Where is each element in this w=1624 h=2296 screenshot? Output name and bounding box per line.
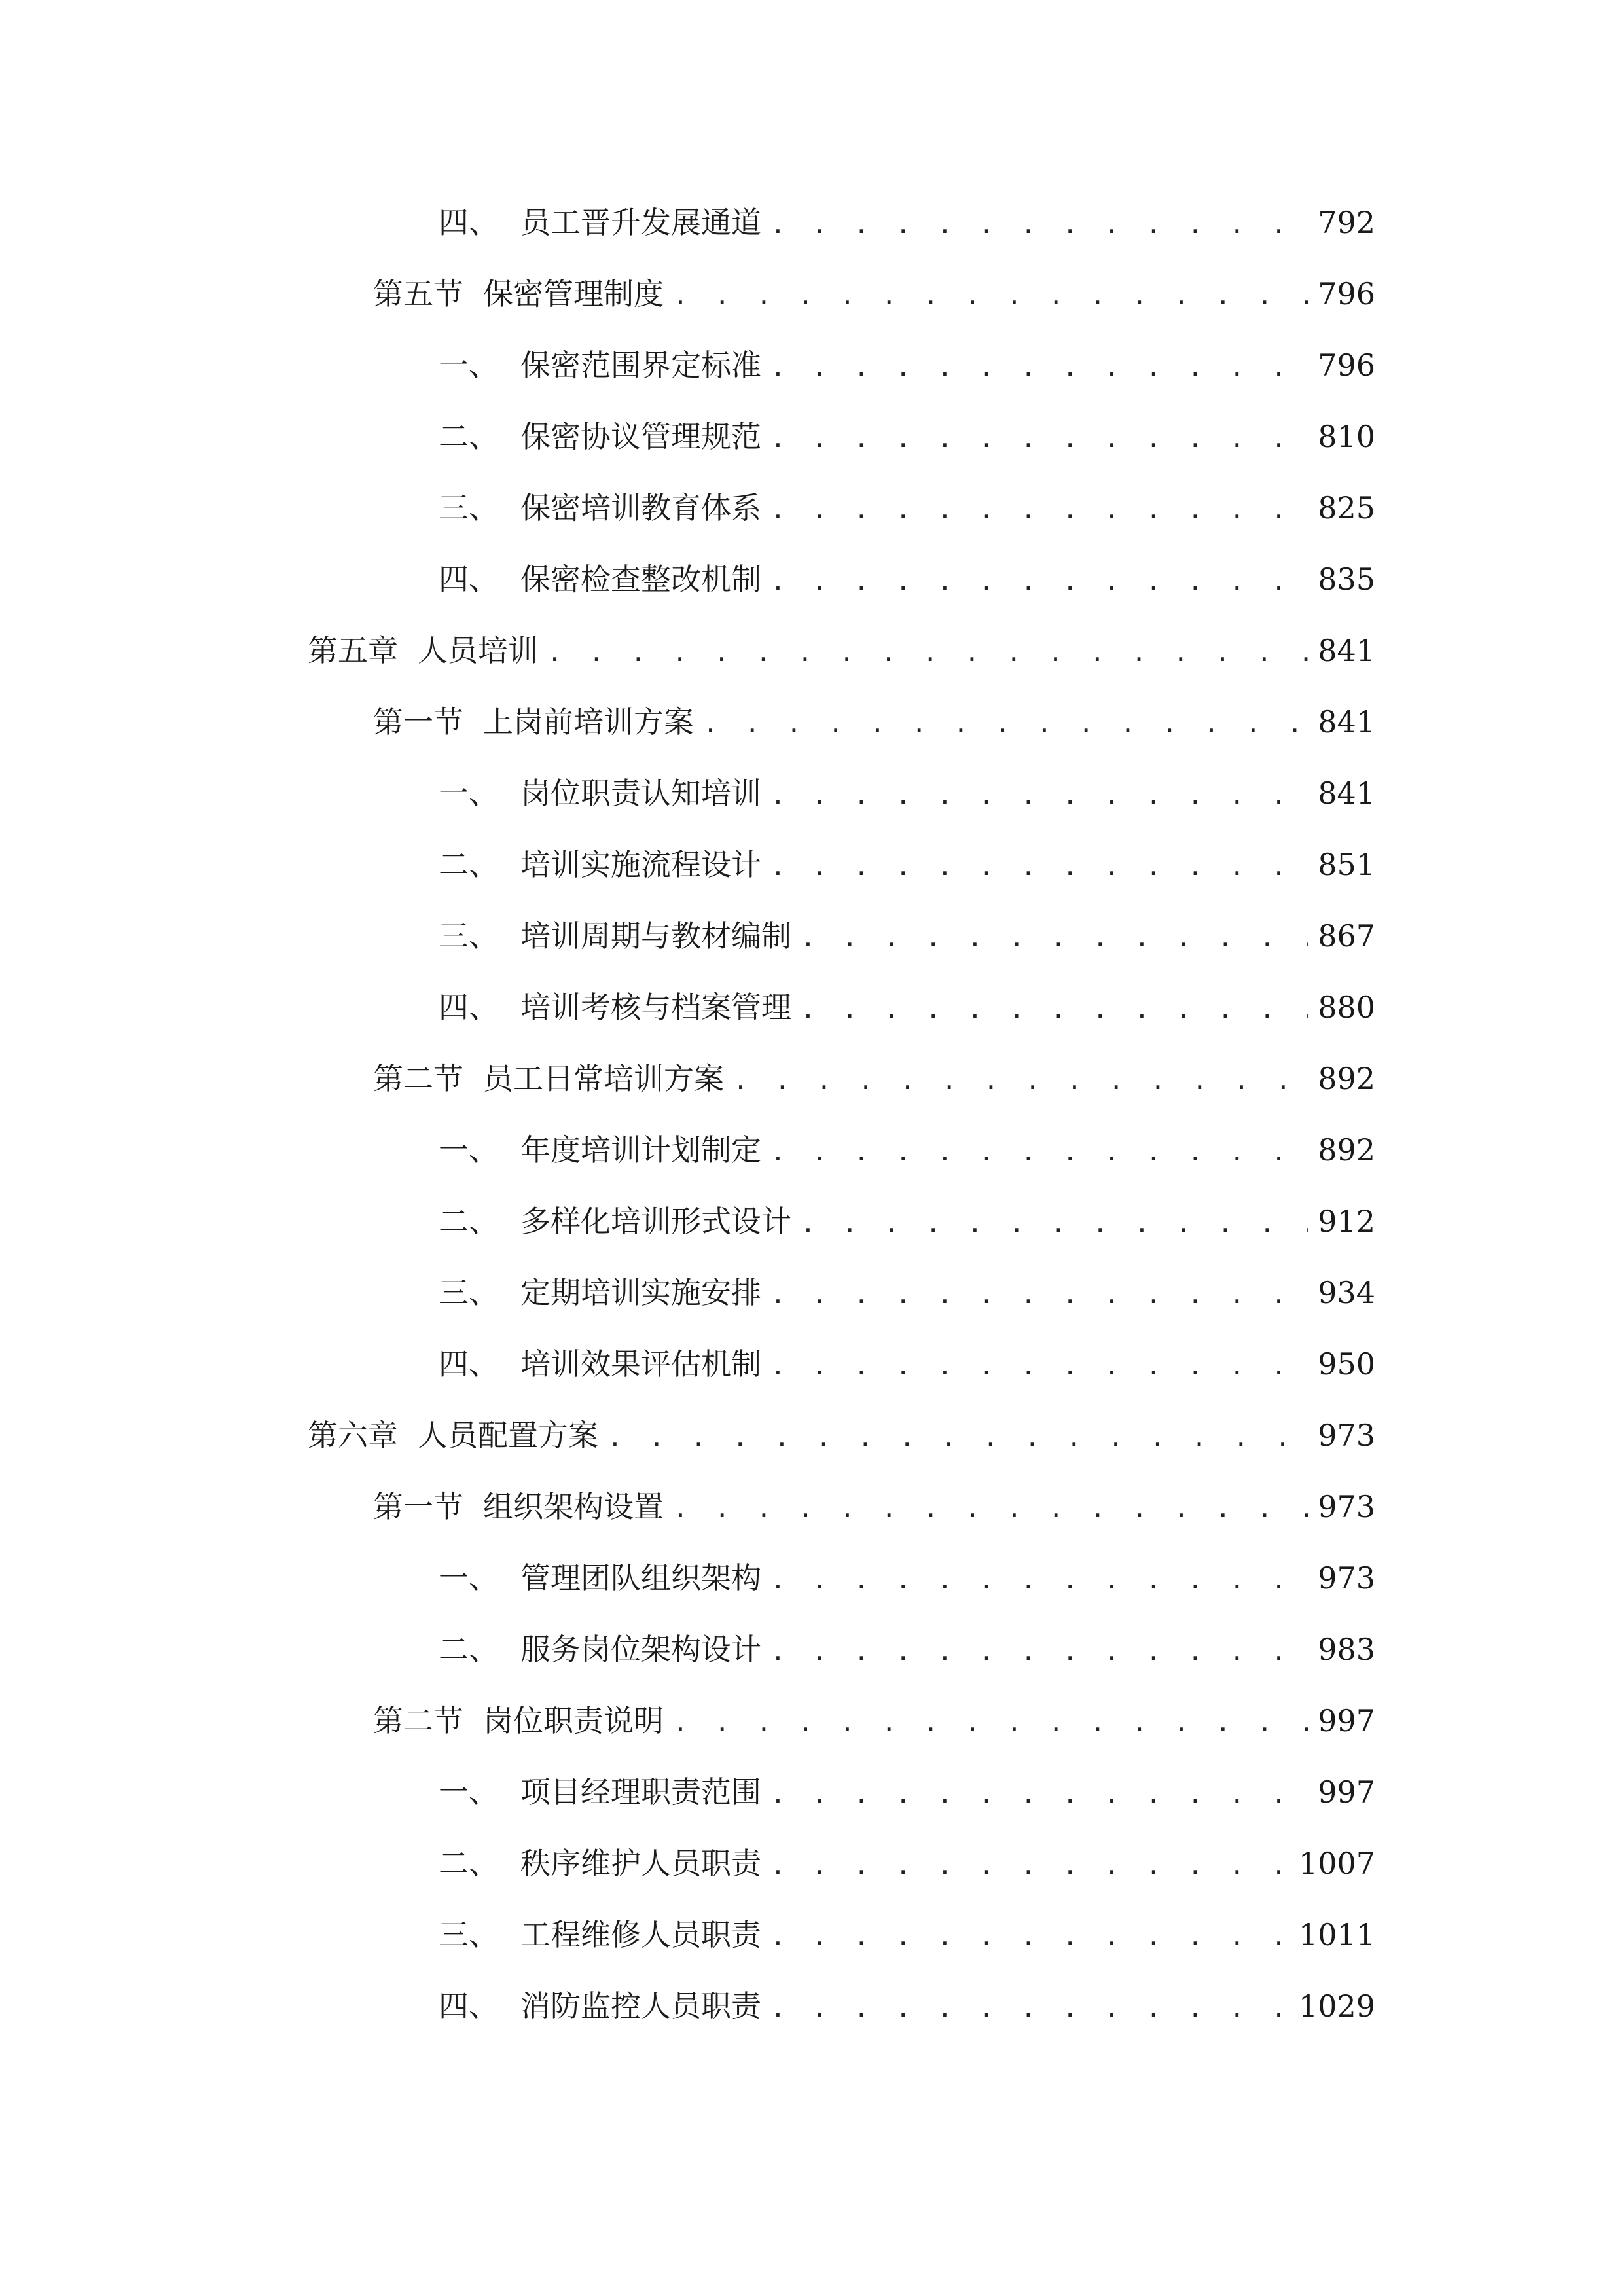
toc-entry-page: 880	[1318, 990, 1375, 1025]
toc-entry-number: 四、	[439, 1346, 499, 1382]
dot-leader	[770, 1268, 1308, 1321]
toc-entry-number: 一、	[439, 1132, 499, 1168]
toc-entry-number: 四、	[439, 205, 499, 240]
toc-entry[interactable]	[439, 1766, 1375, 1818]
toc-entry[interactable]	[439, 1623, 1375, 1676]
toc-entry-page: 892	[1318, 1132, 1375, 1168]
dot-leader	[770, 769, 1308, 821]
toc-entry-title: 培训效果评估机制	[520, 1346, 761, 1382]
toc-entry-title: 员工日常培训方案	[483, 1061, 724, 1096]
toc-entry-title: 保密检查整改机制	[520, 562, 761, 597]
toc-entry-title: 服务岗位架构设计	[520, 1632, 761, 1667]
toc-entry-title: 岗位职责认知培训	[520, 776, 761, 811]
toc-entry[interactable]	[439, 553, 1375, 605]
toc-entry[interactable]	[439, 1909, 1375, 1961]
toc-entry[interactable]	[439, 410, 1375, 463]
toc-entry-number: 第二节	[373, 1061, 463, 1096]
toc-entry-title: 保密培训教育体系	[520, 490, 761, 526]
dot-leader	[770, 1768, 1308, 1820]
toc-entry[interactable]	[373, 1695, 1375, 1747]
toc-entry[interactable]	[439, 767, 1375, 819]
toc-entry[interactable]	[439, 1837, 1375, 1890]
toc-entry-page: 1007	[1298, 1846, 1375, 1881]
dot-leader	[770, 555, 1308, 607]
toc-entry-title: 人员配置方案	[418, 1418, 598, 1453]
dot-leader	[770, 1982, 1290, 2034]
toc-entry-title: 上岗前培训方案	[483, 704, 694, 740]
toc-entry-page: 973	[1318, 1560, 1375, 1596]
toc-entry-page: 867	[1318, 918, 1375, 954]
dot-leader	[801, 912, 1308, 964]
toc-entry-number: 二、	[439, 1204, 499, 1239]
toc-entry-page: 835	[1318, 562, 1375, 597]
toc-entry-title: 岗位职责说明	[483, 1703, 664, 1738]
toc-entry-number: 三、	[439, 1275, 499, 1310]
toc-entry-page: 1029	[1298, 1988, 1375, 2024]
toc-entry-title: 年度培训计划制定	[520, 1132, 761, 1168]
toc-entry-page: 934	[1318, 1275, 1375, 1310]
toc-entry-title: 管理团队组织架构	[520, 1560, 761, 1596]
toc-entry-number: 二、	[439, 1632, 499, 1667]
toc-entry-number: 一、	[439, 776, 499, 811]
toc-entry-title: 人员培训	[418, 633, 538, 668]
toc-entry-page: 841	[1318, 704, 1375, 740]
toc-entry-title: 保密协议管理规范	[520, 419, 761, 454]
toc-entry[interactable]	[373, 1052, 1375, 1105]
toc-entry[interactable]	[373, 696, 1375, 748]
toc-entry-number: 二、	[439, 847, 499, 882]
toc-entry-title: 多样化培训形式设计	[520, 1204, 791, 1239]
toc-entry[interactable]	[373, 1480, 1375, 1533]
toc-entry[interactable]	[308, 1409, 1375, 1462]
toc-entry-number: 四、	[439, 990, 499, 1025]
dot-leader	[770, 484, 1308, 536]
toc-entry-page: 1011	[1298, 1917, 1375, 1952]
dot-leader	[770, 1126, 1308, 1178]
toc-entry-page: 997	[1318, 1703, 1375, 1738]
toc-entry-number: 三、	[439, 1917, 499, 1952]
toc-entry-title: 消防监控人员职责	[520, 1988, 761, 2024]
toc-entry[interactable]	[439, 1266, 1375, 1319]
toc-entry[interactable]	[439, 838, 1375, 891]
dot-leader	[770, 1910, 1290, 1963]
toc-entry[interactable]	[439, 1195, 1375, 1247]
toc-entry-page: 912	[1318, 1204, 1375, 1239]
toc-entry-number: 三、	[439, 490, 499, 526]
dot-leader	[770, 1340, 1308, 1392]
toc-entry-page: 825	[1318, 490, 1375, 526]
toc-entry-page: 810	[1318, 419, 1375, 454]
toc-entry[interactable]	[373, 268, 1375, 320]
toc-entry-number: 一、	[439, 348, 499, 383]
toc-entry-page: 841	[1318, 776, 1375, 811]
dot-leader	[607, 1411, 1308, 1463]
toc-entry-number: 二、	[439, 419, 499, 454]
toc-entry[interactable]	[439, 482, 1375, 534]
toc-entry[interactable]	[308, 624, 1375, 677]
toc-entry-page: 796	[1318, 348, 1375, 383]
toc-entry-page: 851	[1318, 847, 1375, 882]
dot-leader	[703, 698, 1308, 750]
dot-leader	[673, 1696, 1308, 1749]
dot-leader	[673, 1482, 1308, 1535]
dot-leader	[801, 983, 1308, 1035]
dot-leader	[770, 341, 1308, 393]
toc-entry-page: 973	[1318, 1489, 1375, 1524]
dot-leader	[770, 840, 1308, 893]
toc-entry-number: 三、	[439, 918, 499, 954]
toc-entry-page: 950	[1318, 1346, 1375, 1382]
toc-entry[interactable]	[439, 1980, 1375, 2032]
dot-leader	[733, 1054, 1308, 1107]
toc-entry[interactable]	[439, 196, 1375, 249]
toc-entry-number: 四、	[439, 1988, 499, 2024]
toc-entry-page: 841	[1318, 633, 1375, 668]
toc-entry-number: 第五章	[308, 633, 398, 668]
toc-entry-title: 保密管理制度	[483, 276, 664, 312]
toc-entry-page: 796	[1318, 276, 1375, 312]
toc-entry[interactable]	[439, 910, 1375, 962]
toc-entry-title: 培训考核与档案管理	[520, 990, 791, 1025]
dot-leader	[770, 1839, 1290, 1892]
dot-leader	[770, 1625, 1308, 1677]
toc-entry-title: 秩序维护人员职责	[520, 1846, 761, 1881]
toc-entry-number: 第一节	[373, 1489, 463, 1524]
toc-entry-number: 第二节	[373, 1703, 463, 1738]
toc-entry-title: 培训实施流程设计	[520, 847, 761, 882]
toc-entry[interactable]	[439, 981, 1375, 1033]
toc-entry-number: 二、	[439, 1846, 499, 1881]
toc-entry-number: 第五节	[373, 276, 463, 312]
toc-entry-title: 工程维修人员职责	[520, 1917, 761, 1952]
toc-entry-title: 员工晋升发展通道	[520, 205, 761, 240]
toc-entry[interactable]	[439, 1124, 1375, 1176]
dot-leader	[770, 198, 1308, 251]
toc-entry-title: 培训周期与教材编制	[520, 918, 791, 954]
toc-entry-page: 892	[1318, 1061, 1375, 1096]
toc-entry-number: 四、	[439, 562, 499, 597]
toc-entry-title: 保密范围界定标准	[520, 348, 761, 383]
toc-entry-number: 第六章	[308, 1418, 398, 1453]
toc-entry-number: 一、	[439, 1774, 499, 1810]
toc-entry-title: 组织架构设置	[483, 1489, 664, 1524]
toc-entry[interactable]	[439, 339, 1375, 391]
toc-entry-page: 983	[1318, 1632, 1375, 1667]
toc-entry-title: 定期培训实施安排	[520, 1275, 761, 1310]
toc-entry-number: 一、	[439, 1560, 499, 1596]
toc-entry-page: 792	[1318, 205, 1375, 240]
toc-entry[interactable]	[439, 1338, 1375, 1390]
toc-entry-page: 973	[1318, 1418, 1375, 1453]
dot-leader	[801, 1197, 1308, 1249]
dot-leader	[547, 626, 1308, 679]
toc-entry-page: 997	[1318, 1774, 1375, 1810]
dot-leader	[770, 1554, 1308, 1606]
dot-leader	[673, 270, 1308, 322]
toc-entry-number: 第一节	[373, 704, 463, 740]
toc-entry-title: 项目经理职责范围	[520, 1774, 761, 1810]
toc-entry[interactable]	[439, 1552, 1375, 1604]
dot-leader	[770, 412, 1308, 465]
